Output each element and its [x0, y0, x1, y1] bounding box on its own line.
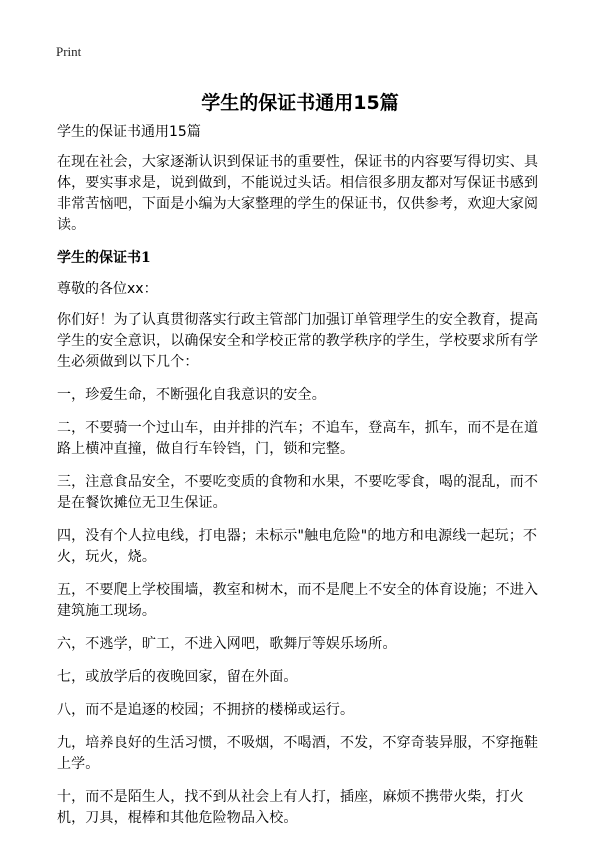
section-heading: 学生的保证书1: [57, 250, 151, 266]
list-item: 六，不逃学，旷工，不进入网吧，歌舞厅等娱乐场所。: [57, 636, 397, 652]
list-item: 九，培养良好的生活习惯，不吸烟，不喝酒，不发，不穿奇装异服，不穿拖鞋上学。: [57, 735, 539, 772]
opening-paragraph: 你们好！为了认真贯彻落实行政主管部门加强订单管理学生的安全教育，提高学生的安全意识，以确保安全和学校正常的教学秩序的学生，学校要求所有学生必须做到以下几个：: [57, 312, 539, 370]
list-item: 八，而不是追逐的校园；不拥挤的楼梯或运行。: [57, 702, 355, 718]
list-item: 七，或放学后的夜晚回家，留在外面。: [57, 669, 298, 685]
intro-paragraph: 在现在社会，大家逐渐认识到保证书的重要性，保证书的内容要写得切实、具体，要实事求是，说到做到，不能说过头话。相信很多朋友都对写保证书感到非常苦恼吧，下面是小编为大家整理的学生的保证书，仅供参考，欢迎大家阅读。: [57, 154, 539, 233]
document-subtitle: 学生的保证书通用15篇: [57, 124, 201, 140]
list-item: 四，没有个人拉电线，打电器；未标示"触电危险"的地方和电源线一起玩；不火，玩火，烧。: [57, 528, 538, 565]
salutation: 尊敬的各位xx：: [57, 281, 158, 297]
list-item: 五，不要爬上学校围墙，教室和树木，而不是爬上不安全的体育设施；不进入建筑施工现场。: [57, 582, 539, 619]
list-item: 一，珍爱生命，不断强化自我意识的安全。: [57, 387, 326, 403]
list-item: 二，不要骑一个过山车，由并排的汽车；不追车，登高车，抓车，而不是在道路上横冲直撞，做自行车铃铛，门，锁和完整。: [57, 420, 539, 457]
document-body: [57, 122, 552, 841]
document-title: 学生的保证书通用15篇: [201, 91, 399, 114]
list-item: 三，注意食品安全，不要吃变质的食物和水果，不要吃零食，喝的混乱，而不是在餐饮摊位无卫生保证。: [57, 474, 539, 511]
list-item: 十，而不是陌生人，找不到从社会上有人打，插座，麻烦不携带火柴，打火机，刀具，棍棒和其他危险物品入校。: [57, 789, 524, 826]
print-link[interactable]: Print: [56, 44, 82, 59]
